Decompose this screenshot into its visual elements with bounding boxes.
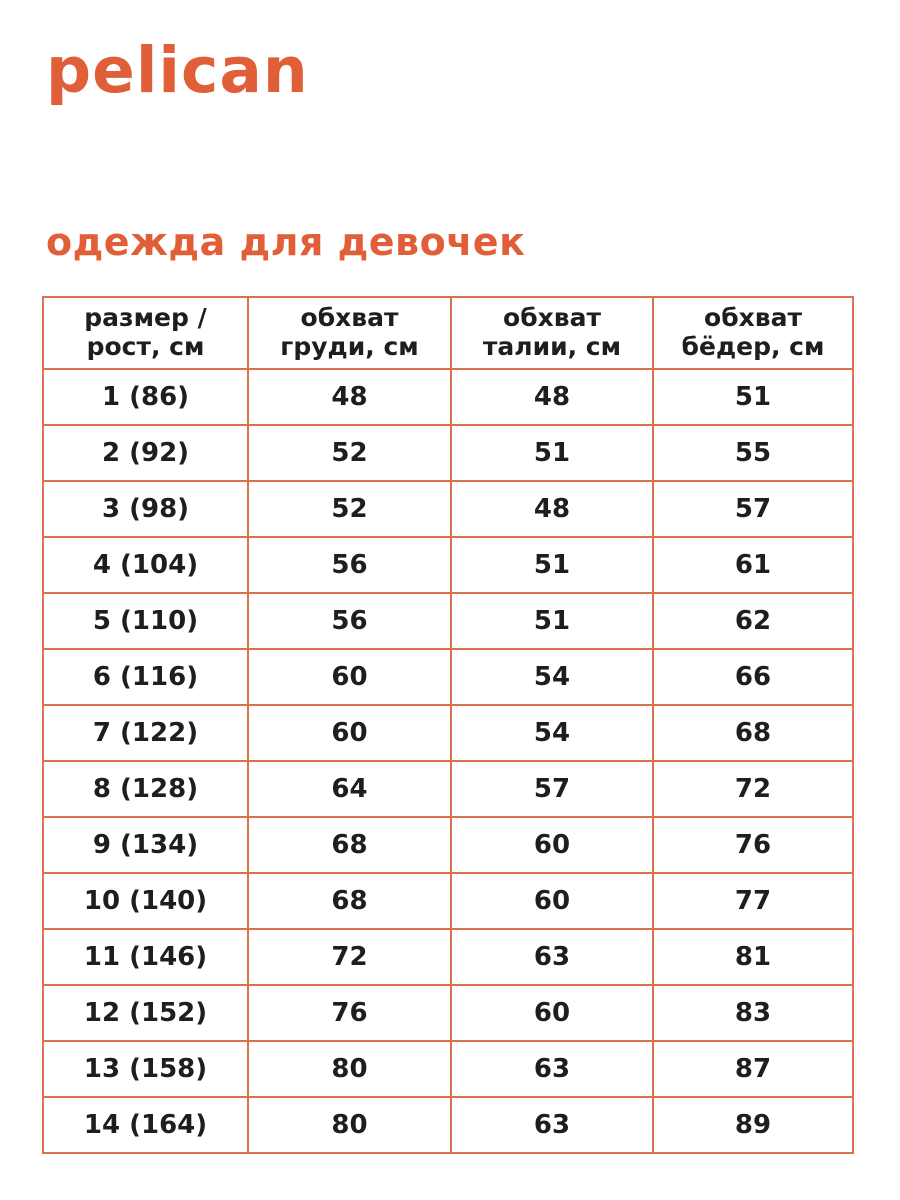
waist-cell: 54 (451, 649, 653, 705)
hips-cell: 66 (653, 649, 853, 705)
hips-cell: 62 (653, 593, 853, 649)
chest-cell: 56 (248, 537, 451, 593)
waist-cell: 63 (451, 929, 653, 985)
header-line: рост, см (86, 332, 205, 361)
table-row (43, 817, 853, 873)
header-size-height (43, 297, 248, 369)
waist-cell: 48 (451, 369, 653, 425)
table-row (43, 985, 853, 1041)
waist-cell: 60 (451, 873, 653, 929)
waist-cell: 48 (451, 481, 653, 537)
table-row (43, 593, 853, 649)
table-row (43, 649, 853, 705)
size-height-cell: 11 (146) (43, 929, 248, 985)
size-height-cell: 9 (134) (43, 817, 248, 873)
table-row (43, 705, 853, 761)
pelican-logo: pelican (46, 34, 309, 107)
hips-cell: 68 (653, 705, 853, 761)
size-height-cell: 6 (116) (43, 649, 248, 705)
table-row (43, 1041, 853, 1097)
size-height-cell: 12 (152) (43, 985, 248, 1041)
chest-cell: 56 (248, 593, 451, 649)
size-table-header (43, 297, 853, 369)
chest-cell: 60 (248, 649, 451, 705)
header-line: обхват (704, 303, 802, 333)
chest-cell: 64 (248, 761, 451, 817)
page-title: одежда для девочек (46, 220, 526, 264)
girls-size-table (42, 296, 854, 1154)
hips-cell: 83 (653, 985, 853, 1041)
chest-cell: 60 (248, 705, 451, 761)
hips-cell: 51 (653, 369, 853, 425)
hips-cell: 55 (653, 425, 853, 481)
chest-cell: 52 (248, 425, 451, 481)
table-row (43, 425, 853, 481)
waist-cell: 51 (451, 425, 653, 481)
header-line: размер / (84, 303, 207, 333)
header-line: обхват (300, 303, 399, 333)
size-height-cell: 1 (86) (43, 369, 248, 425)
header-line: обхват (503, 303, 601, 333)
waist-cell: 60 (451, 817, 653, 873)
header-line: талии, см (482, 332, 622, 361)
hips-cell: 77 (653, 873, 853, 929)
size-table-body (43, 369, 853, 1153)
hips-cell: 61 (653, 537, 853, 593)
chest-cell: 68 (248, 817, 451, 873)
table-row (43, 929, 853, 985)
table-row (43, 1097, 853, 1153)
waist-cell: 63 (451, 1097, 653, 1153)
table-row (43, 761, 853, 817)
table-row (43, 369, 853, 425)
waist-cell: 60 (451, 985, 653, 1041)
chest-cell: 80 (248, 1097, 451, 1153)
size-height-cell: 2 (92) (43, 425, 248, 481)
size-height-cell: 5 (110) (43, 593, 248, 649)
header-waist (451, 297, 653, 369)
hips-cell: 87 (653, 1041, 853, 1097)
hips-cell: 57 (653, 481, 853, 537)
size-height-cell: 13 (158) (43, 1041, 248, 1097)
hips-cell: 89 (653, 1097, 853, 1153)
size-height-cell: 14 (164) (43, 1097, 248, 1153)
hips-cell: 81 (653, 929, 853, 985)
table-row (43, 873, 853, 929)
chest-cell: 76 (248, 985, 451, 1041)
size-height-cell: 10 (140) (43, 873, 248, 929)
chest-cell: 68 (248, 873, 451, 929)
waist-cell: 51 (451, 593, 653, 649)
waist-cell: 57 (451, 761, 653, 817)
waist-cell: 63 (451, 1041, 653, 1097)
hips-cell: 76 (653, 817, 853, 873)
waist-cell: 51 (451, 537, 653, 593)
size-height-cell: 7 (122) (43, 705, 248, 761)
size-height-cell: 4 (104) (43, 537, 248, 593)
chest-cell: 80 (248, 1041, 451, 1097)
header-line: бёдер, см (681, 332, 825, 361)
chest-cell: 48 (248, 369, 451, 425)
chest-cell: 72 (248, 929, 451, 985)
table-row (43, 537, 853, 593)
table-row (43, 481, 853, 537)
header-line: груди, см (280, 332, 419, 361)
size-height-cell: 3 (98) (43, 481, 248, 537)
hips-cell: 72 (653, 761, 853, 817)
header-row (43, 297, 853, 369)
size-height-cell: 8 (128) (43, 761, 248, 817)
header-chest (248, 297, 451, 369)
header-hips (653, 297, 853, 369)
chest-cell: 52 (248, 481, 451, 537)
waist-cell: 54 (451, 705, 653, 761)
